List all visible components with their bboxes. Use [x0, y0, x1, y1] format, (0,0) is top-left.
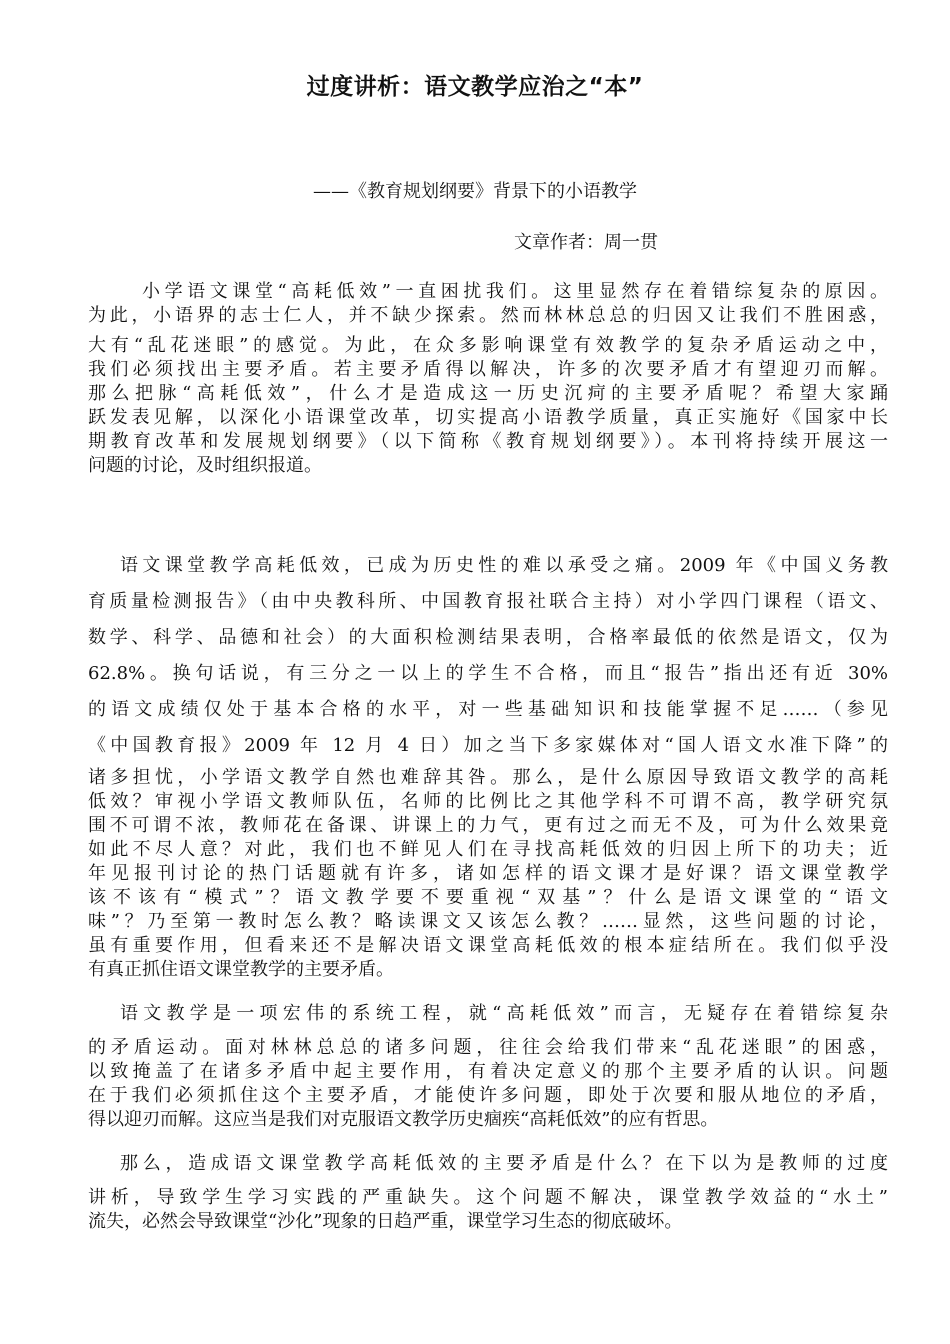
text-line: 围不可谓不浓，教师花在备课、讲课上的力气，更有过之而无不及，可为什么效果竟: [88, 815, 888, 836]
text-line: 小学语文课堂“高耗低效”一直困扰我们。这里显然存在着错综复杂的原因。: [142, 281, 888, 302]
text-line: 如此不尽人意？对此，我们也不鲜见人们在寻找高耗低效的归因上所下的功夫；近: [88, 839, 888, 860]
text-line: 那么，造成语文课堂教学高耗低效的主要矛盾是什么？在下以为是教师的过度: [120, 1153, 888, 1174]
text-line: 流失，必然会导致课堂“沙化”现象的日趋严重，课堂学习生态的彻底破坏。: [88, 1211, 683, 1232]
intro-paragraph: [88, 280, 888, 478]
text-line: 跃发表见解，以深化小语课堂改革，切实提高小语教学质量，真正实施好《国家中长: [88, 407, 888, 428]
document-title: 过度讲析：语文教学应治之“本”: [306, 74, 644, 100]
text-line: 有真正抓住语文课堂教学的主要矛盾。: [88, 959, 394, 980]
text-line: 以致掩盖了在诸多矛盾中起主要作用，有着决定意义的那个主要矛盾的认识。问题: [88, 1061, 888, 1082]
text-line: 育质量检测报告》（由中央教科所、中国教育报社联合主持）对小学四门课程（语文、: [88, 591, 888, 612]
text-line: 低效？审视小学语文教师队伍，名师的比例比之其他学科不可谓不高，教学研究氛: [88, 791, 888, 812]
text-line: 该不该有“模式”？语文教学要不要重视“双基”？什么是语文课堂的“语文: [88, 887, 888, 908]
text-line: 的矛盾运动。面对林林总总的诸多问题，往往会给我们带来“乱花迷眼”的困惑，: [88, 1037, 888, 1058]
text-line: 那么把脉“高耗低效”，什么才是造成这一历史沉疴的主要矛盾呢？希望大家踊: [88, 383, 888, 404]
author-line: 文章作者：周一贯: [514, 232, 658, 253]
text-line: 味”？乃至第一教时怎么教？略读课文又该怎么教？……显然，这些问题的讨论，: [88, 911, 888, 932]
text-line: 期教育改革和发展规划纲要》（以下简称《教育规划纲要》）。本刊将持续开展这一: [88, 431, 888, 452]
text-line: 大有“乱花迷眼”的感觉。为此，在众多影响课堂有效教学的复杂矛盾运动之中，: [88, 335, 888, 356]
text-line: 《中国教育报》2009 年 12 月 4 日）加之当下多家媒体对“国人语文水准下降”的: [88, 735, 888, 756]
document-subtitle: ——《教育规划纲要》背景下的小语教学: [313, 181, 637, 202]
body-paragraph-2: [88, 1002, 888, 1132]
text-line: 的语文成绩仅处于基本合格的水平，对一些基础知识和技能掌握不足……（参见: [88, 699, 888, 720]
text-line: 在于我们必须抓住这个主要矛盾，才能使许多问题，即处于次要和服从地位的矛盾，: [88, 1085, 888, 1106]
text-line: 年见报刊讨论的热门话题就有许多，诸如怎样的语文课才是好课？语文课堂教学: [88, 863, 888, 884]
text-line: 虽有重要作用，但看来还不是解决语文课堂高耗低效的根本症结所在。我们似乎没: [88, 935, 888, 956]
text-line: 语文教学是一项宏伟的系统工程，就“高耗低效”而言，无疑存在着错综复杂: [120, 1003, 888, 1024]
text-line: 数学、科学、品德和社会）的大面积检测结果表明，合格率最低的依然是语文，仅为: [88, 627, 888, 648]
text-line: 62.8%。换句话说，有三分之一以上的学生不合格，而且“报告”指出还有近 30%: [88, 663, 888, 684]
text-line: 讲析，导致学生学习实践的严重缺失。这个问题不解决，课堂教学效益的“水土”: [88, 1187, 888, 1208]
body-paragraph-1: [88, 554, 888, 982]
body-paragraph-3: [88, 1152, 888, 1234]
text-line: 我们必须找出主要矛盾。若主要矛盾得以解决，许多的次要矛盾才有望迎刃而解。: [88, 359, 888, 380]
text-line: 诸多担忧，小学语文教学自然也难辞其咎。那么，是什么原因导致语文教学的高耗: [88, 767, 888, 788]
text-line: 语文课堂教学高耗低效，已成为历史性的难以承受之痛。2009 年《中国义务教: [120, 555, 888, 576]
text-line: 为此，小语界的志士仁人，并不缺少探索。然而林林总总的归因又让我们不胜困惑，: [88, 305, 888, 326]
text-line: 得以迎刃而解。这应当是我们对克服语文教学历史痼疾“高耗低效”的应有哲思。: [88, 1109, 719, 1130]
text-line: 问题的讨论，及时组织报道。: [88, 455, 322, 476]
